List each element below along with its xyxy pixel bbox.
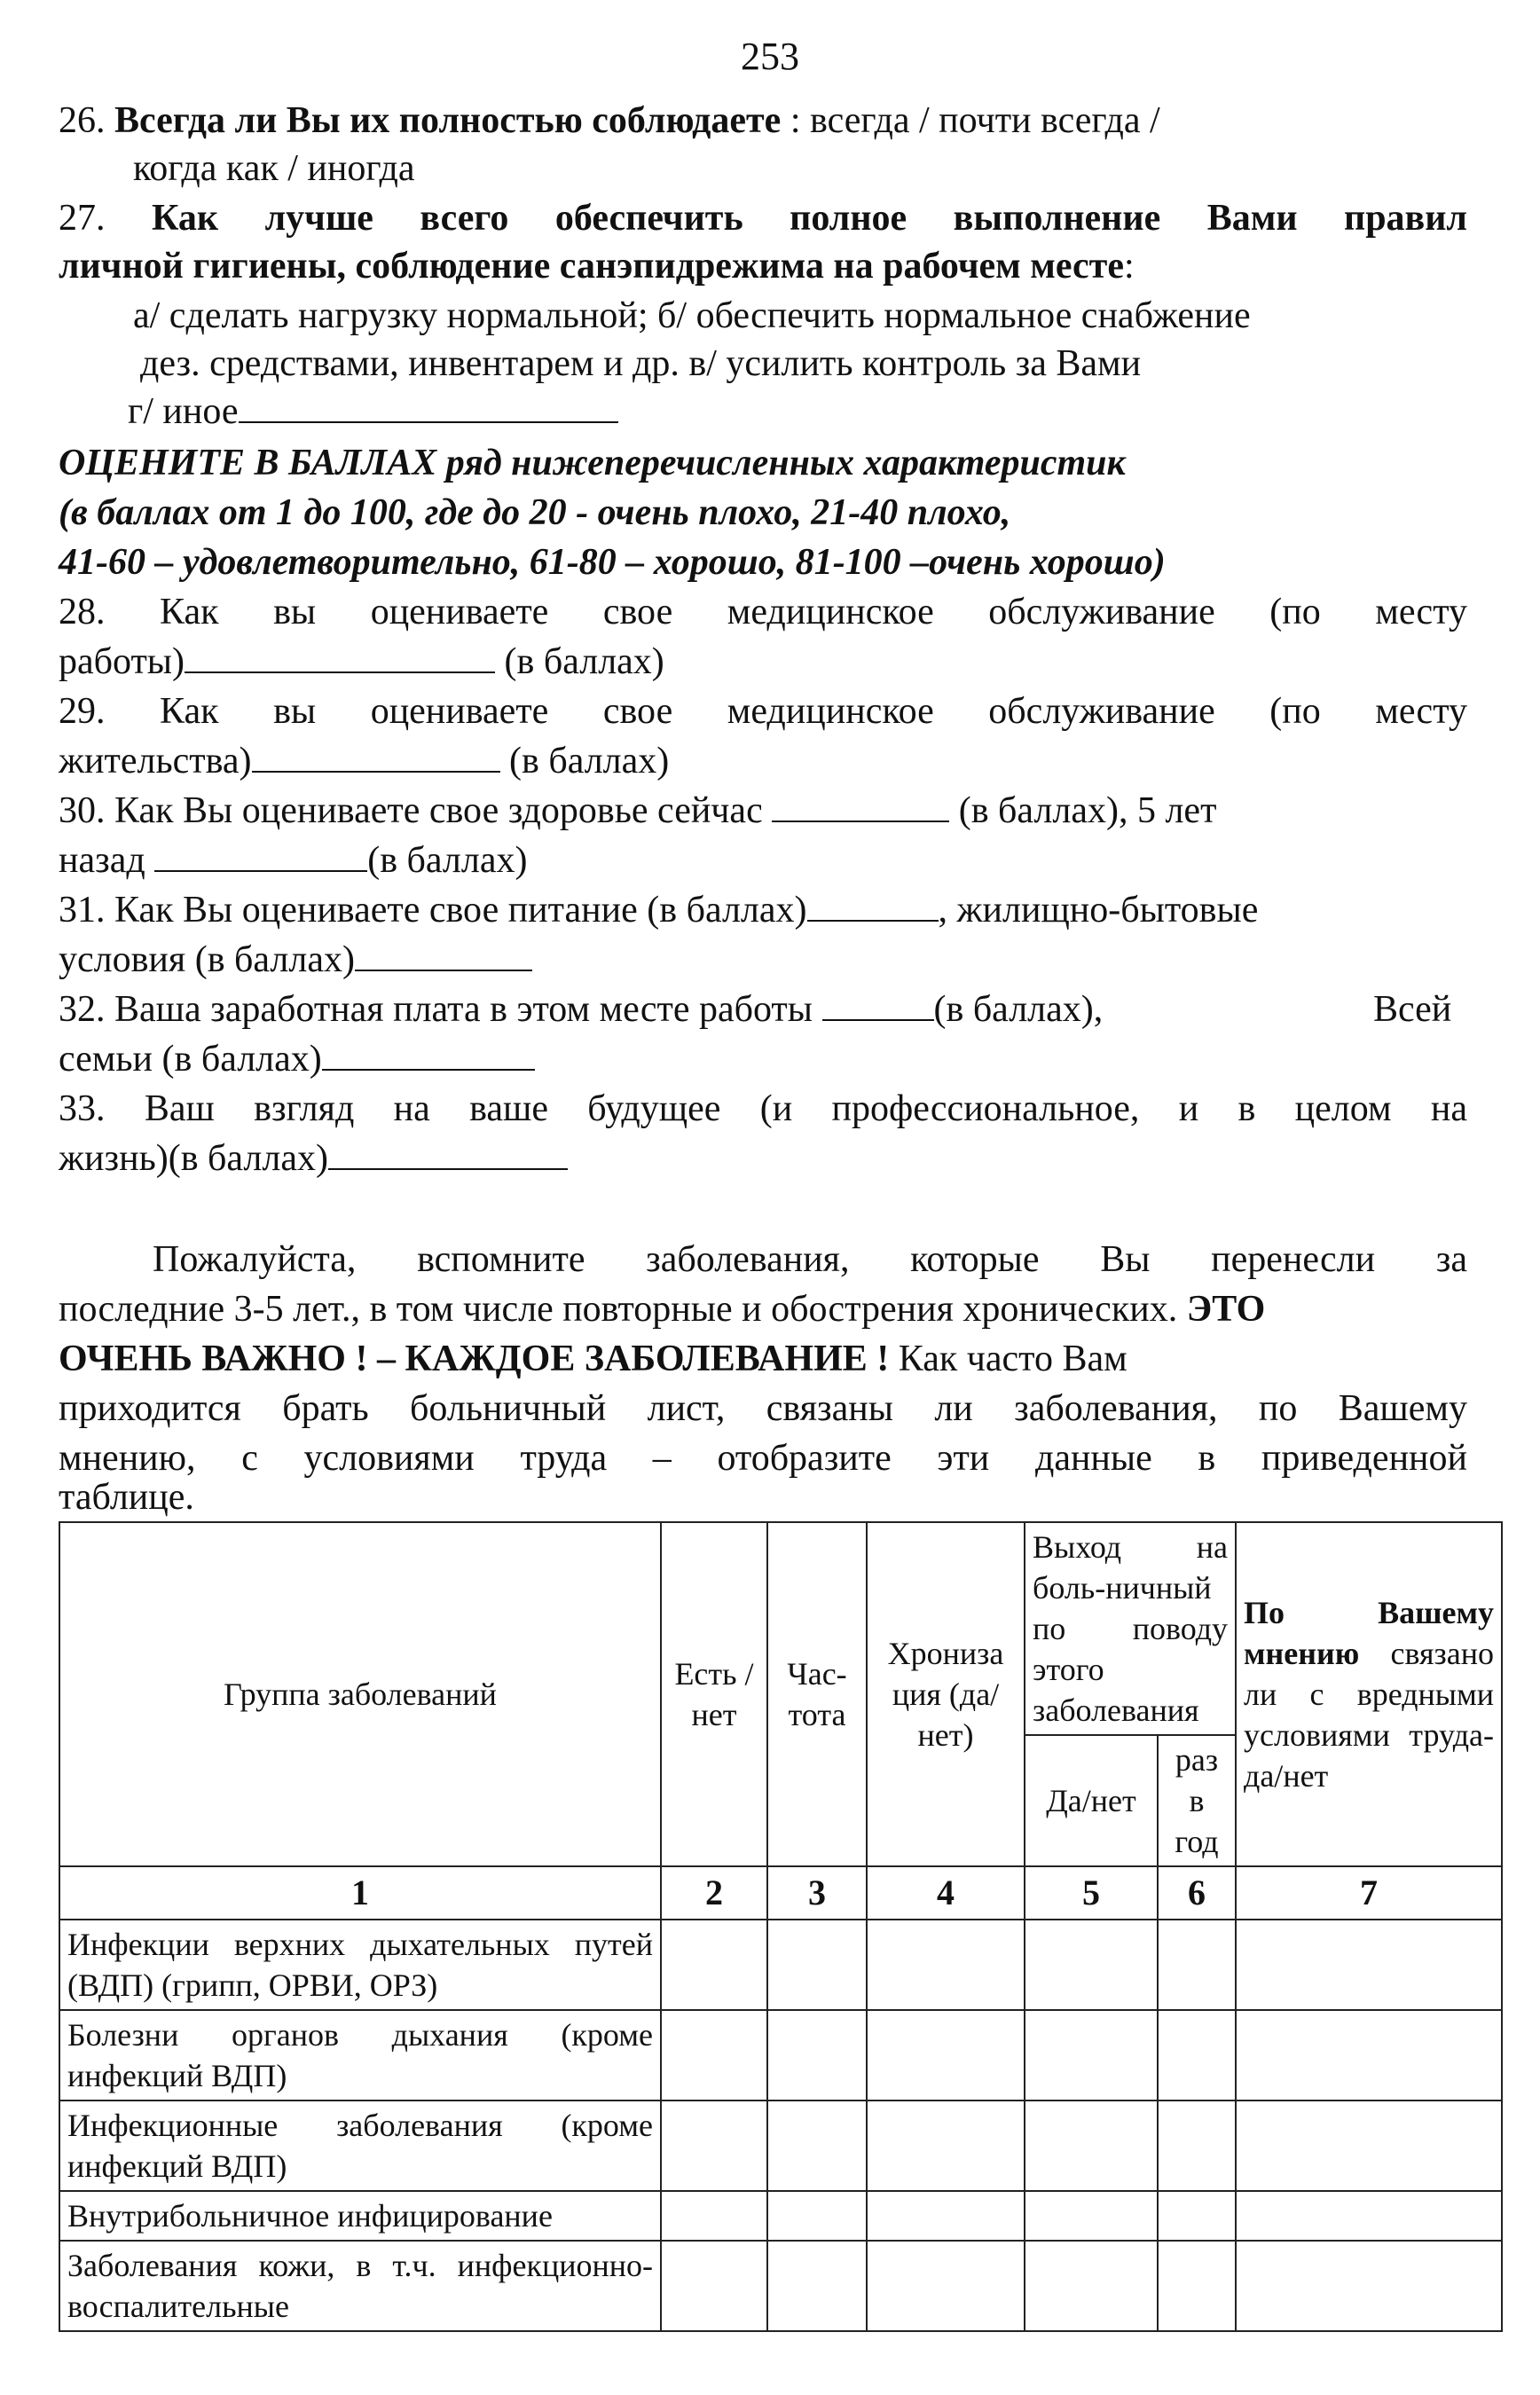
cell-opinion[interactable] (1236, 1920, 1502, 2010)
cell-opinion[interactable] (1236, 2191, 1502, 2241)
header-frequency: Час-тота (767, 1522, 867, 1866)
cell-frequency[interactable] (767, 2010, 867, 2101)
q27-colon: : (1123, 246, 1135, 287)
q28-text-cont: работы) (59, 641, 185, 682)
q32-salary-field[interactable] (822, 987, 934, 1021)
q29-score-field[interactable] (252, 739, 500, 773)
q28-score-field[interactable] (185, 640, 495, 673)
intro-text-2: последние 3-5 лет., в том числе повторные и обострения хронических. (59, 1289, 1187, 1330)
disease-group-cell: Болезни органов дыхания (кроме инфекций ВДП) (59, 2010, 661, 2101)
cell-frequency[interactable] (767, 2241, 867, 2331)
disease-group-cell: Инфекционные заболевания (кроме инфекций ВДП) (59, 2101, 661, 2191)
intro-line2 (59, 1286, 1265, 1332)
q33-text: 33. Ваш взгляд на ваше будущее (и профессиональное, и в целом на (59, 1088, 1467, 1129)
table-row (59, 2191, 1502, 2241)
q27-question-line1: Как лучше всего обеспечить полное выполнение Вами правил (151, 198, 1467, 239)
cell-chronic[interactable] (867, 2241, 1025, 2331)
header-has: Есть / нет (661, 1522, 767, 1866)
q26-options-cont: когда как / иногда (133, 148, 415, 189)
cell-per-year[interactable] (1158, 2010, 1236, 2101)
cell-has[interactable] (661, 2191, 767, 2241)
column-number-row (59, 1866, 1502, 1920)
q27-other-label: г/ иное (128, 391, 239, 432)
cell-has[interactable] (661, 2241, 767, 2331)
cell-opinion[interactable] (1236, 2241, 1502, 2331)
q27-option-line3 (128, 389, 618, 435)
cell-chronic[interactable] (867, 2191, 1025, 2241)
question-33-line2 (59, 1135, 568, 1182)
intro-line1 (153, 1237, 1467, 1283)
q30-unit: (в баллах) (367, 840, 528, 881)
q32-family-label: Всей (1373, 989, 1452, 1030)
disease-group-cell: Внутрибольничное инфицирование (59, 2191, 661, 2241)
question-30-line1 (59, 788, 1216, 834)
q31-housing-field[interactable] (355, 938, 532, 971)
cell-per-year[interactable] (1158, 2191, 1236, 2241)
header-chronic: Хрониза ция (да/нет) (867, 1522, 1025, 1866)
q31-text-cont: , жилищно-бытовые (938, 890, 1259, 931)
q32-family-field[interactable] (322, 1037, 535, 1071)
cell-chronic[interactable] (867, 2101, 1025, 2191)
diseases-table (59, 1521, 1503, 2332)
q26-options: : всегда / почти всегда / (790, 100, 1160, 141)
header-sick-leave: Выход на боль-ничный по поводу этого заболевания (1025, 1522, 1236, 1735)
cell-has[interactable] (661, 2101, 767, 2191)
disease-group-cell: Заболевания кожи, в т.ч. инфекционно-воспалительные (59, 2241, 661, 2331)
cell-opinion[interactable] (1236, 2101, 1502, 2191)
question-26 (59, 98, 1160, 144)
q27-question-line2: личной гигиены, соблюдение санэпидрежима на рабочем месте (59, 246, 1124, 287)
header-sick-leave-yes-no: Да/нет (1025, 1735, 1158, 1866)
rating-header-line2: (в баллах от 1 до 100, где до 20 - очень плохо, 21-40 плохо, (59, 492, 1011, 533)
q29-text: 29. Как вы оцениваете свое медицинское обслуживание (по месту (59, 691, 1467, 732)
intro-text-4: приходится брать больничный лист, связаны ли заболевания, по Вашему (59, 1388, 1467, 1429)
question-27-line2 (59, 243, 1135, 289)
intro-text-5: мнению, с условиями труда – отобразите эти данные в приведенной (59, 1438, 1467, 1479)
q33-text-cont: жизнь)(в баллах) (59, 1138, 328, 1179)
table-row (59, 2241, 1502, 2331)
q32-family-text: семьи (в баллах) (59, 1039, 322, 1080)
column-number: 7 (1236, 1866, 1502, 1920)
question-31-line2 (59, 937, 532, 983)
q30-ago-field[interactable] (154, 838, 367, 872)
q32-unit: (в баллах), (933, 989, 1104, 1030)
q32-text: 32. Ваша заработная плата в этом месте работы (59, 989, 822, 1030)
question-31-line1 (59, 887, 1258, 933)
q26-number: 26. (59, 100, 106, 141)
page-number: 253 (741, 35, 799, 78)
column-number: 5 (1025, 1866, 1158, 1920)
header-opinion-bold: По Вашему мнению (1244, 1595, 1495, 1671)
intro-line6: таблице. (59, 1477, 194, 1518)
column-number: 1 (59, 1866, 661, 1920)
q33-score-field[interactable] (328, 1136, 568, 1170)
question-30-line2 (59, 837, 527, 883)
table-header-row (59, 1522, 1502, 1735)
q27-number: 27. (59, 198, 106, 239)
cell-frequency[interactable] (767, 1920, 867, 2010)
q29-text-cont: жительства) (59, 741, 252, 781)
header-sick-leave-per-year: раз в год (1158, 1735, 1236, 1866)
cell-sick-leave[interactable] (1025, 2241, 1158, 2331)
column-number: 3 (767, 1866, 867, 1920)
q29-unit: (в баллах) (499, 741, 670, 781)
intro-text-1: Пожалуйста, вспомните заболевания, которые Вы перенесли за (153, 1239, 1467, 1280)
table-row (59, 2010, 1502, 2101)
question-28-line2 (59, 639, 664, 685)
q30-text: 30. Как Вы оцениваете свое здоровье сейчас (59, 790, 773, 831)
cell-per-year[interactable] (1158, 2241, 1236, 2331)
intro-emphasis-1: ЭТО (1186, 1289, 1266, 1330)
table-row (59, 1920, 1502, 2010)
cell-chronic[interactable] (867, 2010, 1025, 2101)
question-32-line2 (59, 1036, 535, 1082)
intro-line4 (59, 1386, 1467, 1432)
rating-header-line3: 41-60 – удовлетворительно, 61-80 – хорошо, 81-100 –очень хорошо) (59, 542, 1166, 583)
question-28-line1 (59, 589, 1467, 635)
header-disease-group: Группа заболеваний (59, 1522, 661, 1866)
intro-text-3: Как часто Вам (889, 1339, 1128, 1379)
q30-ago-label: назад (59, 840, 155, 881)
cell-sick-leave[interactable] (1025, 2101, 1158, 2191)
q31-food-field[interactable] (807, 888, 939, 922)
question-27-line1 (59, 195, 1467, 241)
q30-text-cont: (в баллах), 5 лет (949, 790, 1217, 831)
q27-other-field[interactable] (239, 389, 618, 423)
question-33-line1 (59, 1086, 1467, 1132)
cell-frequency[interactable] (767, 2101, 867, 2191)
question-32-line1 (59, 986, 1103, 1033)
cell-opinion[interactable] (1236, 2010, 1502, 2101)
column-number: 6 (1158, 1866, 1236, 1920)
disease-group-cell: Инфекции верхних дыхательных путей (ВДП) (грипп, ОРВИ, ОРЗ) (59, 1920, 661, 2010)
cell-chronic[interactable] (867, 1920, 1025, 2010)
rating-header-line1: ОЦЕНИТЕ В БАЛЛАХ ряд нижеперечисленных характеристик (59, 443, 1126, 483)
q27-option-line2: дез. средствами, инвентарем и др. в/ усилить контроль за Вами (140, 343, 1142, 384)
cell-sick-leave[interactable] (1025, 2010, 1158, 2101)
column-number: 2 (661, 1866, 767, 1920)
cell-sick-leave[interactable] (1025, 2191, 1158, 2241)
question-29-line2 (59, 738, 669, 784)
cell-has[interactable] (661, 2010, 767, 2101)
column-number: 4 (867, 1866, 1025, 1920)
header-opinion-rest: связано ли с вредными условиями труда-да/нет (1244, 1636, 1495, 1794)
intro-line5 (59, 1435, 1467, 1481)
question-29-line1 (59, 688, 1467, 734)
header-opinion (1236, 1522, 1502, 1866)
cell-frequency[interactable] (767, 2191, 867, 2241)
q28-unit: (в баллах) (495, 641, 664, 682)
q28-text: 28. Как вы оцениваете свое медицинское обслуживание (по месту (59, 592, 1467, 632)
cell-has[interactable] (661, 1920, 767, 2010)
q26-question: Всегда ли Вы их полностью соблюдаете (114, 100, 782, 141)
cell-per-year[interactable] (1158, 1920, 1236, 2010)
table-row (59, 2101, 1502, 2191)
intro-line3 (59, 1336, 1128, 1382)
cell-sick-leave[interactable] (1025, 1920, 1158, 2010)
q30-now-field[interactable] (772, 789, 949, 822)
q31-housing-label: условия (в баллах) (59, 939, 355, 980)
intro-emphasis-2: ОЧЕНЬ ВАЖНО ! – КАЖДОЕ ЗАБОЛЕВАНИЕ ! (59, 1339, 890, 1379)
q31-text: 31. Как Вы оцениваете свое питание (в баллах) (59, 890, 807, 931)
cell-per-year[interactable] (1158, 2101, 1236, 2191)
q27-option-line1: а/ сделать нагрузку нормальной; б/ обеспечить нормальное снабжение (133, 295, 1251, 336)
